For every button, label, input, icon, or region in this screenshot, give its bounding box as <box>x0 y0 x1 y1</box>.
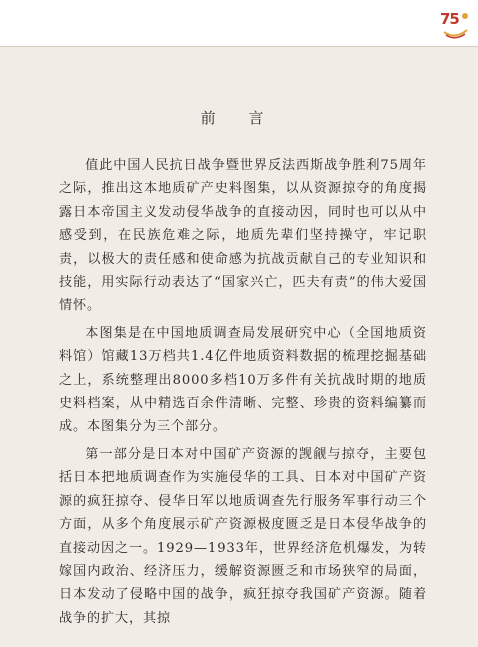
paragraph: 本图集是在中国地质调查局发展研究中心（全国地质资料馆）馆藏13万档共1.4亿件地质资料数据的梳理挖掘基础之上，系统整理出8000多档10万多件有关抗战时期的地质史料档案，从中精选百余件清晰、完整、珍贵的资料编纂而成。本图集分为三个部分。 <box>59 325 427 435</box>
header-band <box>0 0 478 46</box>
anniversary-75-logo-icon <box>440 10 470 40</box>
preface-body <box>59 154 427 634</box>
paragraph: 第一部分是日本对中国矿产资源的觊觎与掠夺，主要包括日本把地质调查作为实施侵华的工具、日本对中国矿产资源的疯狂掠夺、侵华日军以地质调查先行服务军事行动三个方面，从多个角度展示矿产资源极度匮乏是日本侵华战争的直接动因之一。1929—1933年，世界经济危机爆发，为转嫁国内政治、经济压力，缓解资源匮乏和市场狭窄的局面，日本发动了侵略中国的战争，疯狂掠夺我国矿产资源。随着战争的扩大，其掠 <box>59 446 427 626</box>
page-title: 前 言 <box>200 109 278 127</box>
header-divider <box>0 46 478 47</box>
paragraph: 值此中国人民抗日战争暨世界反法西斯战争胜利75周年之际，推出这本地质矿产史料图集，以从资源掠夺的角度揭露日本帝国主义发动侵华战争的直接动因，同时也可以从中感受到，在民族危难之际，地质先辈们坚持操守，牢记职责，以极大的责任感和使命感为抗战贡献自己的专业知识和技能，用实际行动表达了“国家兴亡，匹夫有责”的伟大爱国情怀。 <box>59 158 427 314</box>
logo-number: 75 <box>440 10 459 28</box>
